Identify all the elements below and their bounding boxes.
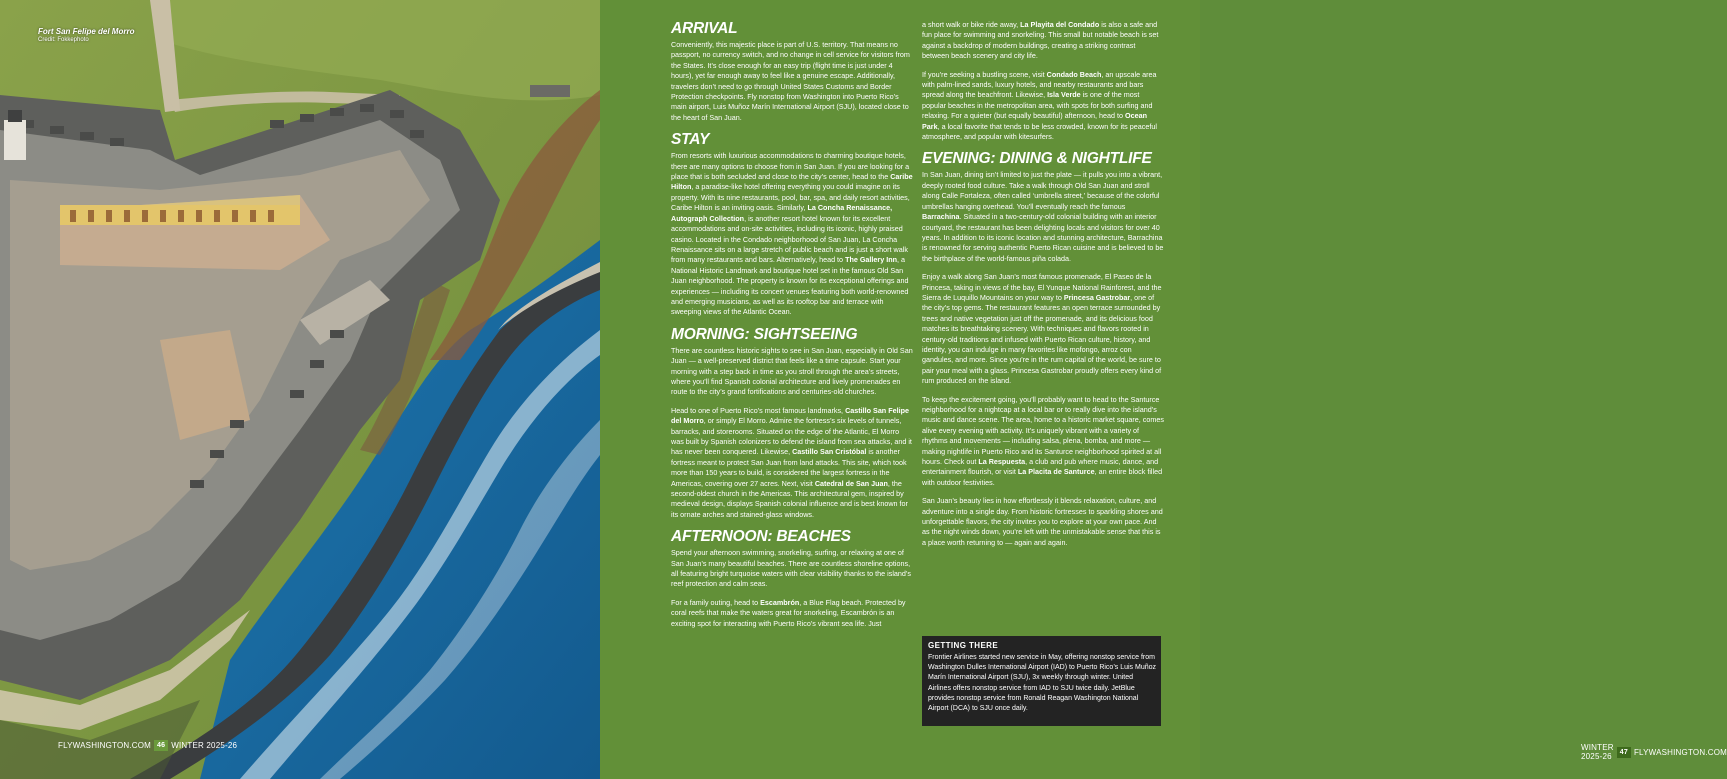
section-body-beaches-continued	[922, 20, 1164, 142]
getting-there-box	[922, 636, 1161, 726]
paragraph	[671, 346, 913, 398]
highlight-name: Condado Beach	[1046, 69, 1102, 79]
section-body-stay	[671, 151, 913, 318]
text-run: , is another resort hotel known for its excellent accommodations and on-site activities, including its iconic, highly praised casino. Located in the Condado neighborhood of San Juan, La Concha Renaissance sits on a large stretch of public beach and is just a short walk from many restaurants and bars. Alternatively, head to	[671, 213, 908, 265]
text-run: If you’re seeking a bustling scene, visit	[922, 69, 1047, 79]
text-run: Spend your afternoon swimming, snorkeling, surfing, or relaxing at one of San Juan’s many beautiful beaches. There are countless shoreline options, all featuring bright turquoise waters with clear visibility thanks to the island’s reef protection and calm seas.	[671, 548, 911, 589]
paragraph	[671, 40, 913, 123]
text-run: From resorts with luxurious accommodations to charming boutique hotels, there are many options to choose from in San Juan. If you are looking for a place that is both secluded and close to the city’s center, head to the	[671, 151, 910, 182]
folio-issue: WINTER 2025-26	[1581, 743, 1614, 761]
folio-left	[58, 740, 237, 751]
text-run: Conveniently, this majestic place is part of U.S. territory. That means no passport, no currency switch, and no change in cell service for visitors from the States. It’s close enough for an easy trip (flight time is just under 4 hours), yet far enough away to feel like a genuine escape. Additionally, travelers don’t need to go through United States Customs and Border Protection checkpoints. Fly nonstop from Washington into Puerto Rico’s main airport, Luis Muñoz Marín International Airport (SJU), located close to the heart of San Juan.	[671, 40, 910, 122]
paragraph	[671, 151, 913, 318]
highlight-name: Escambrón	[760, 597, 800, 607]
paragraph	[671, 598, 913, 629]
section-heading-afternoon: AFTERNOON: BEACHES	[671, 528, 851, 546]
paragraph	[922, 272, 1164, 386]
folio-page-number: 47	[1617, 747, 1631, 758]
text-run: . Situated in a two-century-old colonial building with an interior courtyard, the restaurant has been delighting locals and visitors for over 40 years. In addition to its iconic location and stunning architecture, Barrachina is renowned for serving authentic Puerto Rican cuisine and is believed to be the birthplace of the world-famous piña colada.	[922, 212, 1164, 263]
highlight-name: The Gallery Inn	[845, 255, 897, 265]
text-run: , a Blue Flag beach. Protected by coral reefs that make the waters great for snorkeling, Escambrón is an exciting spot for interacting with Puerto Rico’s vibrant sea life. Just	[671, 597, 906, 628]
text-run: is another fortress meant to protect San Juan from land attacks. This site, which took more than 150 years to build, is considered the largest fortress in the Americas, covering over 27 acres. Next, visit	[671, 447, 907, 488]
text-run: , a local favorite that tends to be less crowded, known for its peaceful atmosphere, and popular with kitesurfers.	[922, 121, 1157, 142]
section-heading-arrival: ARRIVAL	[671, 20, 738, 37]
highlight-name: Isla Verde	[1047, 90, 1081, 100]
photo-caption-credit: Credit: Fokkephoto	[38, 37, 89, 43]
section-body-arrival	[671, 40, 913, 123]
section-body-afternoon	[671, 548, 913, 629]
fort-aerial-illustration	[0, 0, 600, 779]
text-run: , an entire block filled with outdoor festivities.	[922, 467, 1163, 487]
fort-photo	[0, 0, 600, 779]
highlight-name: Barrachina	[922, 212, 960, 222]
getting-there-heading: GETTING THERE	[928, 641, 999, 650]
section-heading-morning: MORNING: SIGHTSEEING	[671, 325, 858, 343]
article-column-1	[671, 20, 913, 637]
text-run: a short walk or bike ride away,	[922, 20, 1021, 29]
text-run: , a National Historic Landmark and boutique hotel set in the famous Old San Juan neighborhood. The property is known for its exceptional offerings and experiences — including its concert venues featuring both world-renowned and emerging musicians, as well as its rooftop bar and terrace with sweeping views of the Atlantic Ocean.	[671, 255, 909, 317]
text-run: is one of the most popular beaches in the metropolitan area, with spots for both surfing and relaxing. For a quieter (but equally beautiful) afternoon, head to	[922, 90, 1153, 121]
section-body-evening	[922, 170, 1164, 548]
highlight-name: Caribe Hilton	[671, 172, 913, 192]
paragraph	[671, 406, 913, 520]
highlight-name: La Placita de Santurce	[1017, 467, 1095, 477]
photo-caption-title: Fort San Felipe del Morro	[38, 27, 135, 36]
highlight-name: La Concha Renaissance, Autograph Collection	[671, 203, 893, 223]
text-run: In San Juan, dining isn’t limited to just the plate — it pulls you into a vibrant, deeply rooted food culture. Take a walk through Old San Juan and stroll along Calle Fortaleza, often called ‘umbrella street,’ because of the colorful umbrellas hanging overhead. You’ll eventually reach the famous	[922, 170, 1163, 211]
highlight-name: Castillo San Felipe del Morro	[671, 405, 909, 426]
text-run: , the second-oldest church in the Americas. This architectural gem, inspired by medieval design, displays Spanish colonial influence and is best known for its ornate arches and stained-glass windows.	[671, 478, 908, 519]
section-heading-stay: STAY	[671, 131, 710, 149]
text-run: Head to one of Puerto Rico’s most famous landmarks,	[671, 405, 846, 415]
text-run: , a club and pub where music, dance, and entertainment flourish, or visit	[922, 457, 1159, 477]
paragraph	[922, 395, 1164, 489]
highlight-name: Princesa Gastrobar	[1063, 292, 1131, 302]
article-column-2	[922, 20, 1164, 556]
text-run: is also a safe and fun place for swimming and snorkeling. This small but notable beach is set against a backdrop of modern buildings, creating a striking contrast between beach scenery and city life.	[922, 20, 1159, 61]
text-run: , an upscale area with palm-lined sands, luxury hotels, and nearby restaurants and bars spread along the beachfront. Likewise,	[922, 69, 1157, 100]
text-run: To keep the excitement going, you’ll probably want to head to the Santurce neighborhood for a nightcap at a local bar or to really dive into the island’s music and dance scene. The area, home to a historic market square, comes alive every evening with activity. It’s uniquely vibrant with a variety of rhythms and movements — including salsa, plena, bomba, and more — making nightlife in Puerto Rico and its Santurce neighborhood spirited at all hours. Check out	[922, 394, 1164, 467]
text-run: , one of the city’s top gems. The restaurant features an open terrace surrounded by trees and native vegetation just off the promenade, and its delicious food matches its breathtaking scenery. With techniques and flavors rooted in century-old traditions and infused with Puerto Rican culture, history, and identity, you can indulge in many favorites like mofongo, arroz con gandules, and more. Since you’re in the rum capital of the world, be sure to pair your meal with a glass. Princesa Gastrobar proudly offers every kind of rum produced on the island.	[922, 292, 1162, 386]
section-body-morning	[671, 346, 913, 521]
folio-site[interactable]: FLYWASHINGTON.COM	[58, 741, 152, 750]
text-run: , or simply El Morro. Admire the fortress’s six levels of tunnels, barracks, and storerooms. Situated on the edge of the Atlantic, El Morro was built by Spanish colonizers to defend the island from sea attacks, and it has never been conquered. Likewise,	[671, 416, 912, 457]
highlight-name: La Playita del Condado	[1020, 20, 1100, 29]
text-run: There are countless historic sights to see in San Juan, especially in Old San Juan — a well-preserved district that feels like a time capsule. Start your morning with a step back in time as you stroll through the area’s streets, where you’ll find Spanish colonial architecture and lively promenades en route to the city’s grand fortifications and centuries-old churches.	[671, 345, 913, 397]
folio-issue: WINTER 2025-26	[171, 741, 238, 750]
text-run: For a family outing, head to	[671, 597, 761, 607]
highlight-name: Ocean Park	[922, 111, 1147, 131]
text-run: , a paradise-like hotel offering everything you could imagine on its property. With its nine restaurants, pool, bar, spa, and daily resort activities, Caribe Hilton is an inviting oasis. Similarly,	[671, 182, 910, 213]
folio-site[interactable]: FLYWASHINGTON.COM	[1633, 747, 1727, 757]
highlight-name: La Respuesta	[978, 457, 1026, 467]
text-run: San Juan’s beauty lies in how effortlessly it blends relaxation, culture, and adventure into a single day. From historic fortresses to sparkling shores and unforgettable flavors, the city invites you to explore at your own pace. And as the night winds down, you’re left with the unmistakable sense that this is a place worth returning to — again and again.	[922, 496, 1163, 547]
paragraph	[922, 496, 1164, 548]
highlight-name: Catedral de San Juan	[814, 478, 888, 488]
getting-there-body: Frontier Airlines started new service in May, offering nonstop service from Washington Dulles International Airport (IAD) to Puerto Rico’s Luis Muñoz Marín International Airport (SJU), 3x weekly through winter. United Airlines offers nonstop service from IAD to SJU twice daily. JetBlue provides nonstop service from Ronald Reagan Washington National Airport (DCA) to SJU once daily.	[928, 654, 1156, 713]
text-run: Enjoy a walk along San Juan’s most famous promenade, El Paseo de la Princesa, taking in views of the bay, El Yunque National Rainforest, and the Sierra de Luquillo Mountains on your way to	[922, 272, 1162, 302]
paragraph	[922, 170, 1164, 264]
folio-page-number: 46	[154, 740, 168, 751]
paragraph	[671, 548, 913, 590]
paragraph	[922, 20, 1164, 62]
highlight-name: Castillo San Cristóbal	[792, 447, 867, 457]
paragraph	[922, 70, 1164, 143]
section-heading-evening: EVENING: DINING & NIGHTLIFE	[922, 150, 1152, 168]
folio-right	[1581, 743, 1727, 761]
